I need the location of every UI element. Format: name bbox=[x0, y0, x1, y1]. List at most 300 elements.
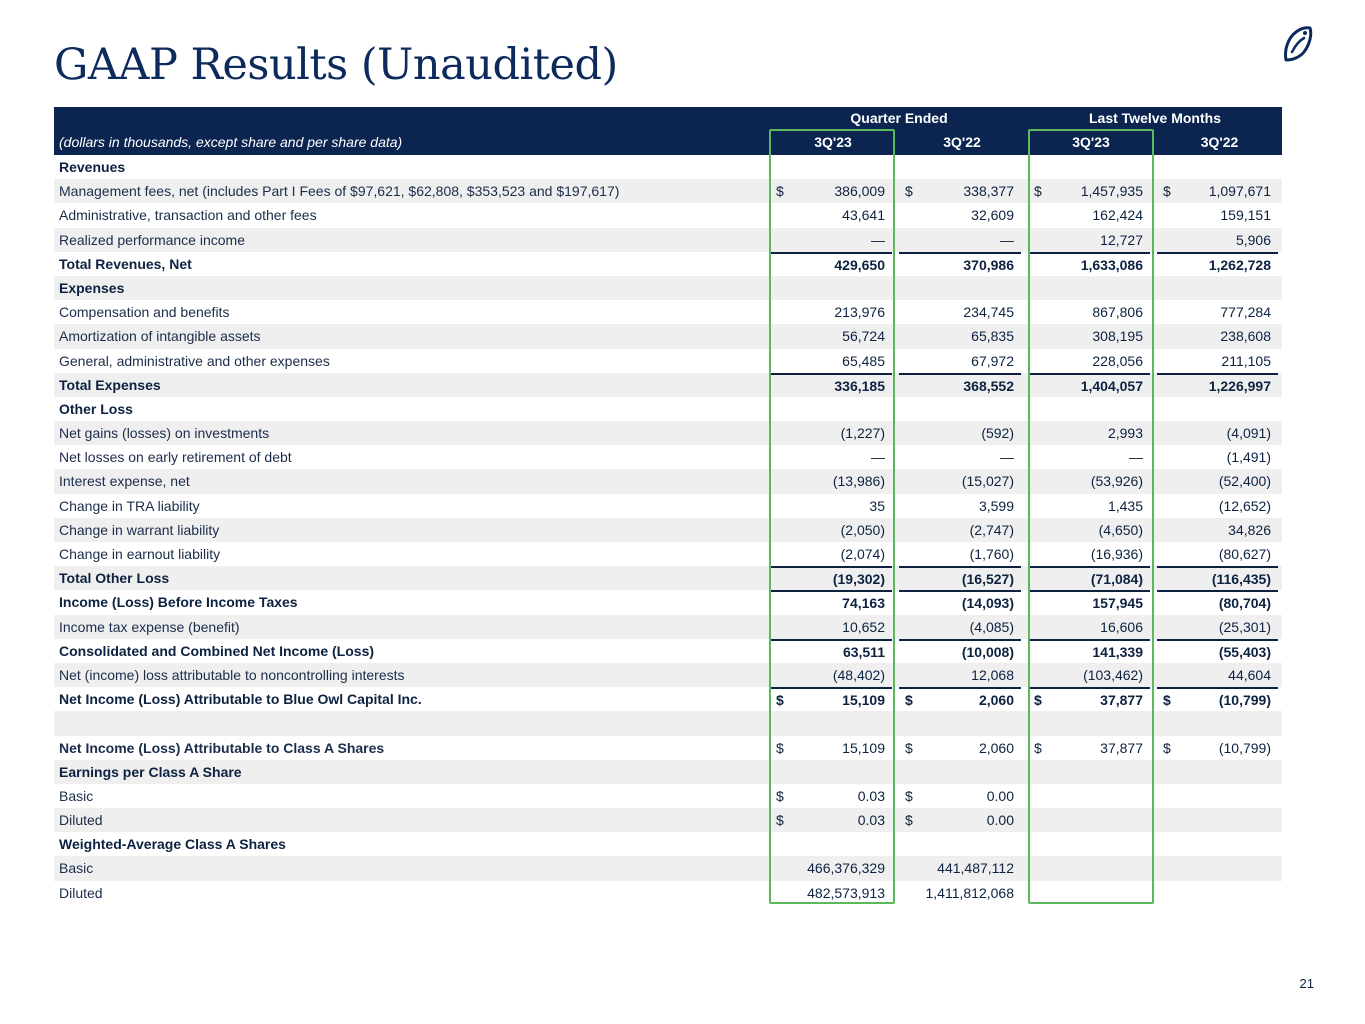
value-cell bbox=[899, 179, 1021, 203]
table-row bbox=[54, 736, 1282, 760]
value-text: 159,151 bbox=[1220, 207, 1271, 224]
value-cell bbox=[1157, 711, 1278, 735]
value-cell bbox=[770, 615, 892, 639]
owl-logo-icon bbox=[1278, 22, 1316, 64]
row-label: Compensation and benefits bbox=[59, 304, 230, 321]
row-label: Net (income) loss attributable to noncontrolling interests bbox=[59, 666, 405, 683]
value-cell bbox=[899, 445, 1021, 469]
value-cell bbox=[1028, 711, 1150, 735]
col-header-ltm-3q23: 3Q'23 bbox=[1072, 134, 1110, 150]
gaap-results-table bbox=[54, 107, 1282, 905]
value-text: 1,262,728 bbox=[1208, 256, 1271, 273]
value-cell bbox=[770, 687, 892, 714]
value-text: 3,599 bbox=[978, 497, 1014, 514]
value-cell bbox=[1028, 203, 1150, 227]
table-row bbox=[54, 179, 1282, 203]
value-cell bbox=[899, 639, 1021, 663]
value-cell bbox=[1028, 856, 1150, 880]
value-cell bbox=[1028, 760, 1150, 784]
value-text: 234,745 bbox=[963, 304, 1014, 321]
value-cell bbox=[1028, 518, 1150, 542]
value-text: 336,185 bbox=[834, 377, 885, 394]
table-row bbox=[54, 203, 1282, 227]
value-cell bbox=[770, 711, 892, 735]
value-text: 429,650 bbox=[834, 256, 885, 273]
value-cell bbox=[1157, 276, 1278, 300]
value-cell bbox=[1028, 421, 1150, 445]
value-text: 32,609 bbox=[971, 207, 1014, 224]
currency-symbol: $ bbox=[1034, 692, 1042, 709]
table-caption: (dollars in thousands, except share and per share data) bbox=[59, 134, 403, 150]
table-row bbox=[54, 590, 1282, 614]
value-cell bbox=[770, 639, 892, 663]
value-text: (16,527) bbox=[961, 571, 1014, 588]
row-label: Diluted bbox=[59, 884, 103, 901]
value-cell bbox=[1157, 300, 1278, 324]
table-row bbox=[54, 324, 1282, 348]
value-cell bbox=[1157, 324, 1278, 348]
table-row bbox=[54, 663, 1282, 687]
row-label: Diluted bbox=[59, 812, 103, 829]
table-row bbox=[54, 808, 1282, 832]
value-text: 2,993 bbox=[1107, 425, 1143, 442]
value-text: 0.03 bbox=[857, 812, 885, 829]
value-cell bbox=[1157, 373, 1278, 397]
value-cell bbox=[1028, 300, 1150, 324]
value-text: 34,826 bbox=[1228, 521, 1271, 538]
value-cell bbox=[770, 542, 892, 566]
value-cell bbox=[899, 373, 1021, 397]
value-text: 44,604 bbox=[1228, 666, 1271, 683]
row-label: Change in TRA liability bbox=[59, 497, 200, 514]
row-label: Management fees, net (includes Part I Fees of $97,621, $62,808, $353,523 and $197,617) bbox=[59, 183, 620, 200]
value-cell bbox=[1028, 252, 1150, 276]
value-text: (52,400) bbox=[1218, 473, 1271, 490]
value-text: 1,633,086 bbox=[1080, 256, 1143, 273]
value-text: (103,462) bbox=[1083, 666, 1143, 683]
value-cell bbox=[1157, 832, 1278, 856]
currency-symbol: $ bbox=[776, 183, 784, 200]
row-label: Income tax expense (benefit) bbox=[59, 618, 240, 635]
currency-symbol: $ bbox=[905, 787, 913, 804]
row-label: Amortization of intangible assets bbox=[59, 328, 261, 345]
value-text: 386,009 bbox=[834, 183, 885, 200]
value-text: 37,877 bbox=[1100, 739, 1143, 756]
value-cell bbox=[899, 397, 1021, 421]
value-cell bbox=[899, 760, 1021, 784]
value-cell bbox=[899, 881, 1021, 905]
currency-symbol: $ bbox=[905, 692, 913, 709]
page-number: 21 bbox=[1299, 976, 1314, 991]
value-cell bbox=[1028, 276, 1150, 300]
value-text: (15,027) bbox=[961, 473, 1014, 490]
value-cell bbox=[1028, 445, 1150, 469]
value-cell bbox=[899, 856, 1021, 880]
value-text: 482,573,913 bbox=[807, 884, 885, 901]
value-text: (2,747) bbox=[969, 521, 1014, 538]
value-cell bbox=[1028, 155, 1150, 179]
table-row bbox=[54, 639, 1282, 663]
currency-symbol: $ bbox=[905, 183, 913, 200]
value-cell bbox=[1157, 736, 1278, 760]
value-text: 867,806 bbox=[1092, 304, 1143, 321]
table-row bbox=[54, 542, 1282, 566]
value-cell bbox=[1028, 736, 1150, 760]
value-cell bbox=[770, 252, 892, 276]
value-cell bbox=[899, 736, 1021, 760]
value-text: 777,284 bbox=[1220, 304, 1271, 321]
value-cell bbox=[1157, 881, 1278, 905]
value-text: 56,724 bbox=[842, 328, 885, 345]
value-text: 466,376,329 bbox=[807, 860, 885, 877]
value-cell bbox=[899, 518, 1021, 542]
value-cell bbox=[1028, 590, 1150, 614]
currency-symbol: $ bbox=[776, 739, 784, 756]
value-cell bbox=[899, 542, 1021, 566]
value-text: 12,068 bbox=[971, 666, 1014, 683]
row-label: Administrative, transaction and other fees bbox=[59, 207, 317, 224]
value-text: 1,404,057 bbox=[1080, 377, 1143, 394]
value-cell bbox=[1028, 784, 1150, 808]
table-row bbox=[54, 397, 1282, 421]
value-cell bbox=[1157, 494, 1278, 518]
value-text: (2,050) bbox=[840, 521, 885, 538]
value-cell bbox=[770, 760, 892, 784]
value-cell bbox=[1157, 421, 1278, 445]
row-label: Change in earnout liability bbox=[59, 546, 221, 562]
value-text: (14,093) bbox=[961, 595, 1014, 612]
value-text: 211,105 bbox=[1221, 352, 1271, 369]
value-text: (116,435) bbox=[1211, 571, 1271, 588]
row-label: Basic bbox=[59, 787, 94, 804]
row-label: Earnings per Class A Share bbox=[59, 763, 242, 780]
table-row bbox=[54, 615, 1282, 639]
value-text: 0.03 bbox=[857, 787, 885, 804]
page-title: GAAP Results (Unaudited) bbox=[54, 40, 618, 90]
value-cell bbox=[899, 615, 1021, 639]
value-cell bbox=[770, 349, 892, 373]
row-label: Net losses on early retirement of debt bbox=[59, 449, 292, 466]
value-cell bbox=[899, 566, 1021, 590]
value-text: (55,403) bbox=[1218, 643, 1271, 660]
value-text: (71,084) bbox=[1090, 571, 1143, 588]
value-cell bbox=[1028, 494, 1150, 518]
value-text: (1,760) bbox=[969, 546, 1014, 562]
value-cell bbox=[1157, 808, 1278, 832]
row-label: Expenses bbox=[59, 279, 125, 296]
value-cell bbox=[1028, 687, 1150, 714]
value-text: 1,435 bbox=[1107, 497, 1143, 514]
value-text: — bbox=[871, 449, 885, 466]
value-cell bbox=[770, 324, 892, 348]
value-cell bbox=[1157, 155, 1278, 179]
table-row bbox=[54, 566, 1282, 590]
value-text: 1,097,671 bbox=[1208, 183, 1271, 200]
currency-symbol: $ bbox=[905, 812, 913, 829]
value-cell bbox=[770, 832, 892, 856]
currency-symbol: $ bbox=[776, 692, 784, 709]
row-label: Total Other Loss bbox=[59, 570, 170, 587]
row-label: Interest expense, net bbox=[59, 473, 190, 490]
value-cell bbox=[899, 663, 1021, 687]
table-row bbox=[54, 349, 1282, 373]
group-last-twelve-months: Last Twelve Months bbox=[1089, 110, 1221, 126]
value-text: 1,457,935 bbox=[1080, 183, 1143, 200]
value-text: (1,227) bbox=[840, 425, 885, 442]
value-text: — bbox=[1000, 449, 1014, 466]
row-label: Consolidated and Combined Net Income (Loss) bbox=[59, 642, 375, 659]
value-cell bbox=[1157, 252, 1278, 276]
value-text: 43,641 bbox=[842, 207, 885, 224]
value-text: 162,424 bbox=[1092, 207, 1143, 224]
currency-symbol: $ bbox=[1163, 183, 1171, 200]
value-cell bbox=[1157, 663, 1278, 687]
value-cell bbox=[1157, 639, 1278, 663]
value-text: 213,976 bbox=[834, 304, 885, 321]
currency-symbol: $ bbox=[1034, 739, 1042, 756]
value-text: 228,056 bbox=[1092, 352, 1143, 369]
table-row bbox=[54, 300, 1282, 324]
value-cell bbox=[1157, 590, 1278, 614]
value-cell bbox=[770, 784, 892, 808]
value-cell bbox=[770, 566, 892, 590]
value-cell bbox=[1028, 542, 1150, 566]
value-cell bbox=[899, 228, 1021, 252]
value-cell bbox=[1028, 566, 1150, 590]
value-text: 2,060 bbox=[978, 739, 1014, 756]
value-cell bbox=[1157, 397, 1278, 421]
col-header-quarter-3q23: 3Q'23 bbox=[814, 134, 852, 150]
value-text: 5,906 bbox=[1235, 231, 1271, 248]
value-cell bbox=[1157, 203, 1278, 227]
value-text: 37,877 bbox=[1100, 692, 1143, 709]
value-cell bbox=[1028, 469, 1150, 493]
value-cell bbox=[1028, 615, 1150, 639]
value-text: 1,411,812,068 bbox=[925, 884, 1014, 901]
value-cell bbox=[1028, 881, 1150, 905]
value-text: (80,627) bbox=[1218, 546, 1271, 562]
value-cell bbox=[770, 856, 892, 880]
value-text: 10,652 bbox=[842, 618, 885, 635]
value-cell bbox=[1157, 228, 1278, 252]
table-row bbox=[54, 518, 1282, 542]
row-label: Realized performance income bbox=[59, 231, 245, 248]
value-text: 16,606 bbox=[1100, 618, 1143, 635]
currency-symbol: $ bbox=[1163, 739, 1171, 756]
row-label: Change in warrant liability bbox=[59, 521, 220, 538]
value-cell bbox=[1028, 639, 1150, 663]
table-row bbox=[54, 687, 1282, 711]
value-text: (80,704) bbox=[1218, 595, 1271, 612]
value-text: (4,085) bbox=[969, 618, 1014, 635]
value-cell bbox=[1157, 784, 1278, 808]
value-cell bbox=[899, 784, 1021, 808]
row-label: Basic bbox=[59, 860, 94, 877]
value-cell bbox=[1157, 179, 1278, 203]
value-text: (10,799) bbox=[1218, 692, 1271, 709]
value-text: 370,986 bbox=[963, 256, 1014, 273]
value-cell bbox=[1028, 663, 1150, 687]
value-text: 65,485 bbox=[842, 352, 885, 369]
currency-symbol: $ bbox=[776, 787, 784, 804]
value-cell bbox=[770, 373, 892, 397]
value-cell bbox=[770, 445, 892, 469]
value-cell bbox=[770, 518, 892, 542]
table-row bbox=[54, 784, 1282, 808]
row-label: Net Income (Loss) Attributable to Blue Owl Capital Inc. bbox=[59, 691, 422, 708]
value-cell bbox=[899, 324, 1021, 348]
value-cell bbox=[770, 203, 892, 227]
col-header-ltm-3q22: 3Q'22 bbox=[1200, 134, 1239, 150]
value-text: 74,163 bbox=[842, 595, 885, 612]
value-text: — bbox=[1000, 231, 1014, 248]
value-cell bbox=[899, 808, 1021, 832]
value-cell bbox=[770, 808, 892, 832]
table-row bbox=[54, 494, 1282, 518]
value-cell bbox=[899, 469, 1021, 493]
row-label: Total Expenses bbox=[59, 376, 161, 393]
value-text: (53,926) bbox=[1090, 473, 1143, 490]
value-text: (1,491) bbox=[1226, 449, 1271, 466]
table-row bbox=[54, 445, 1282, 469]
value-text: 157,945 bbox=[1092, 595, 1143, 612]
value-text: 0.00 bbox=[986, 812, 1014, 829]
value-cell bbox=[770, 469, 892, 493]
value-text: (16,936) bbox=[1090, 546, 1143, 562]
value-text: 35 bbox=[869, 497, 885, 514]
value-cell bbox=[899, 155, 1021, 179]
table-row bbox=[54, 373, 1282, 397]
row-label: Other Loss bbox=[59, 400, 133, 417]
value-text: 67,972 bbox=[971, 352, 1014, 369]
value-cell bbox=[770, 228, 892, 252]
value-cell bbox=[899, 711, 1021, 735]
value-cell bbox=[770, 300, 892, 324]
table-row bbox=[54, 276, 1282, 300]
table-row bbox=[54, 881, 1282, 905]
value-cell bbox=[899, 300, 1021, 324]
value-cell bbox=[770, 881, 892, 905]
value-text: (12,652) bbox=[1218, 497, 1271, 514]
value-cell bbox=[899, 687, 1021, 714]
value-cell bbox=[1028, 228, 1150, 252]
value-text: 0.00 bbox=[986, 787, 1014, 804]
table-row bbox=[54, 711, 1282, 735]
row-label: Total Revenues, Net bbox=[59, 255, 192, 272]
value-cell bbox=[770, 663, 892, 687]
table-row bbox=[54, 832, 1282, 856]
table-row bbox=[54, 228, 1282, 252]
value-cell bbox=[770, 421, 892, 445]
table-row bbox=[54, 856, 1282, 880]
value-cell bbox=[899, 203, 1021, 227]
value-text: 65,835 bbox=[971, 328, 1014, 345]
table-row bbox=[54, 760, 1282, 784]
value-text: 15,109 bbox=[842, 739, 885, 756]
value-cell bbox=[899, 590, 1021, 614]
value-cell bbox=[1028, 349, 1150, 373]
value-text: 238,608 bbox=[1220, 328, 1271, 345]
value-cell bbox=[770, 155, 892, 179]
value-cell bbox=[770, 276, 892, 300]
value-text: 15,109 bbox=[842, 692, 885, 709]
value-cell bbox=[899, 421, 1021, 445]
value-text: — bbox=[1129, 449, 1143, 466]
table-header bbox=[54, 107, 1282, 155]
group-quarter-ended: Quarter Ended bbox=[850, 110, 948, 126]
currency-symbol: $ bbox=[905, 739, 913, 756]
value-cell bbox=[1028, 373, 1150, 397]
value-cell bbox=[899, 494, 1021, 518]
value-cell bbox=[1028, 179, 1150, 203]
row-label: Income (Loss) Before Income Taxes bbox=[59, 594, 298, 611]
value-cell bbox=[899, 276, 1021, 300]
value-cell bbox=[1157, 566, 1278, 590]
value-text: 308,195 bbox=[1092, 328, 1143, 345]
currency-symbol: $ bbox=[776, 812, 784, 829]
row-label: Revenues bbox=[59, 159, 126, 175]
currency-symbol: $ bbox=[1163, 692, 1171, 709]
value-cell bbox=[770, 494, 892, 518]
value-cell bbox=[1157, 445, 1278, 469]
value-text: 368,552 bbox=[963, 377, 1014, 394]
value-text: (4,091) bbox=[1226, 425, 1271, 442]
col-header-quarter-3q22: 3Q'22 bbox=[943, 134, 981, 150]
value-cell bbox=[1157, 469, 1278, 493]
table-row bbox=[54, 252, 1282, 276]
value-text: (19,302) bbox=[832, 571, 885, 588]
value-cell bbox=[1028, 808, 1150, 832]
value-text: (25,301) bbox=[1218, 618, 1271, 635]
table-body bbox=[54, 155, 1282, 905]
value-cell bbox=[1157, 542, 1278, 566]
row-label: General, administrative and other expenses bbox=[59, 352, 330, 369]
row-label: Net gains (losses) on investments bbox=[59, 425, 270, 442]
value-text: 2,060 bbox=[978, 692, 1014, 709]
value-text: 441,487,112 bbox=[937, 860, 1014, 877]
value-cell bbox=[1157, 760, 1278, 784]
table-row bbox=[54, 469, 1282, 493]
value-cell bbox=[770, 179, 892, 203]
value-cell bbox=[1157, 856, 1278, 880]
value-cell bbox=[1157, 687, 1278, 714]
value-text: (2,074) bbox=[840, 546, 885, 562]
value-text: (13,986) bbox=[832, 473, 885, 490]
value-text: — bbox=[871, 231, 885, 248]
table-row bbox=[54, 155, 1282, 179]
currency-symbol: $ bbox=[1034, 183, 1042, 200]
value-cell bbox=[1028, 397, 1150, 421]
value-cell bbox=[899, 349, 1021, 373]
value-cell bbox=[770, 590, 892, 614]
value-cell bbox=[1157, 518, 1278, 542]
row-label: Weighted-Average Class A Shares bbox=[59, 836, 286, 853]
value-text: 338,377 bbox=[963, 183, 1014, 200]
value-text: 63,511 bbox=[842, 643, 885, 660]
value-text: (48,402) bbox=[832, 666, 885, 683]
row-label: Net Income (Loss) Attributable to Class A Shares bbox=[59, 739, 385, 756]
value-text: (4,650) bbox=[1098, 521, 1143, 538]
value-text: 1,226,997 bbox=[1208, 377, 1271, 394]
value-text: (592) bbox=[981, 425, 1014, 442]
table-row bbox=[54, 421, 1282, 445]
value-cell bbox=[899, 832, 1021, 856]
value-text: (10,008) bbox=[961, 643, 1014, 660]
value-cell bbox=[899, 252, 1021, 276]
value-text: 141,339 bbox=[1092, 643, 1143, 660]
value-text: (10,799) bbox=[1218, 739, 1271, 756]
value-cell bbox=[1028, 324, 1150, 348]
